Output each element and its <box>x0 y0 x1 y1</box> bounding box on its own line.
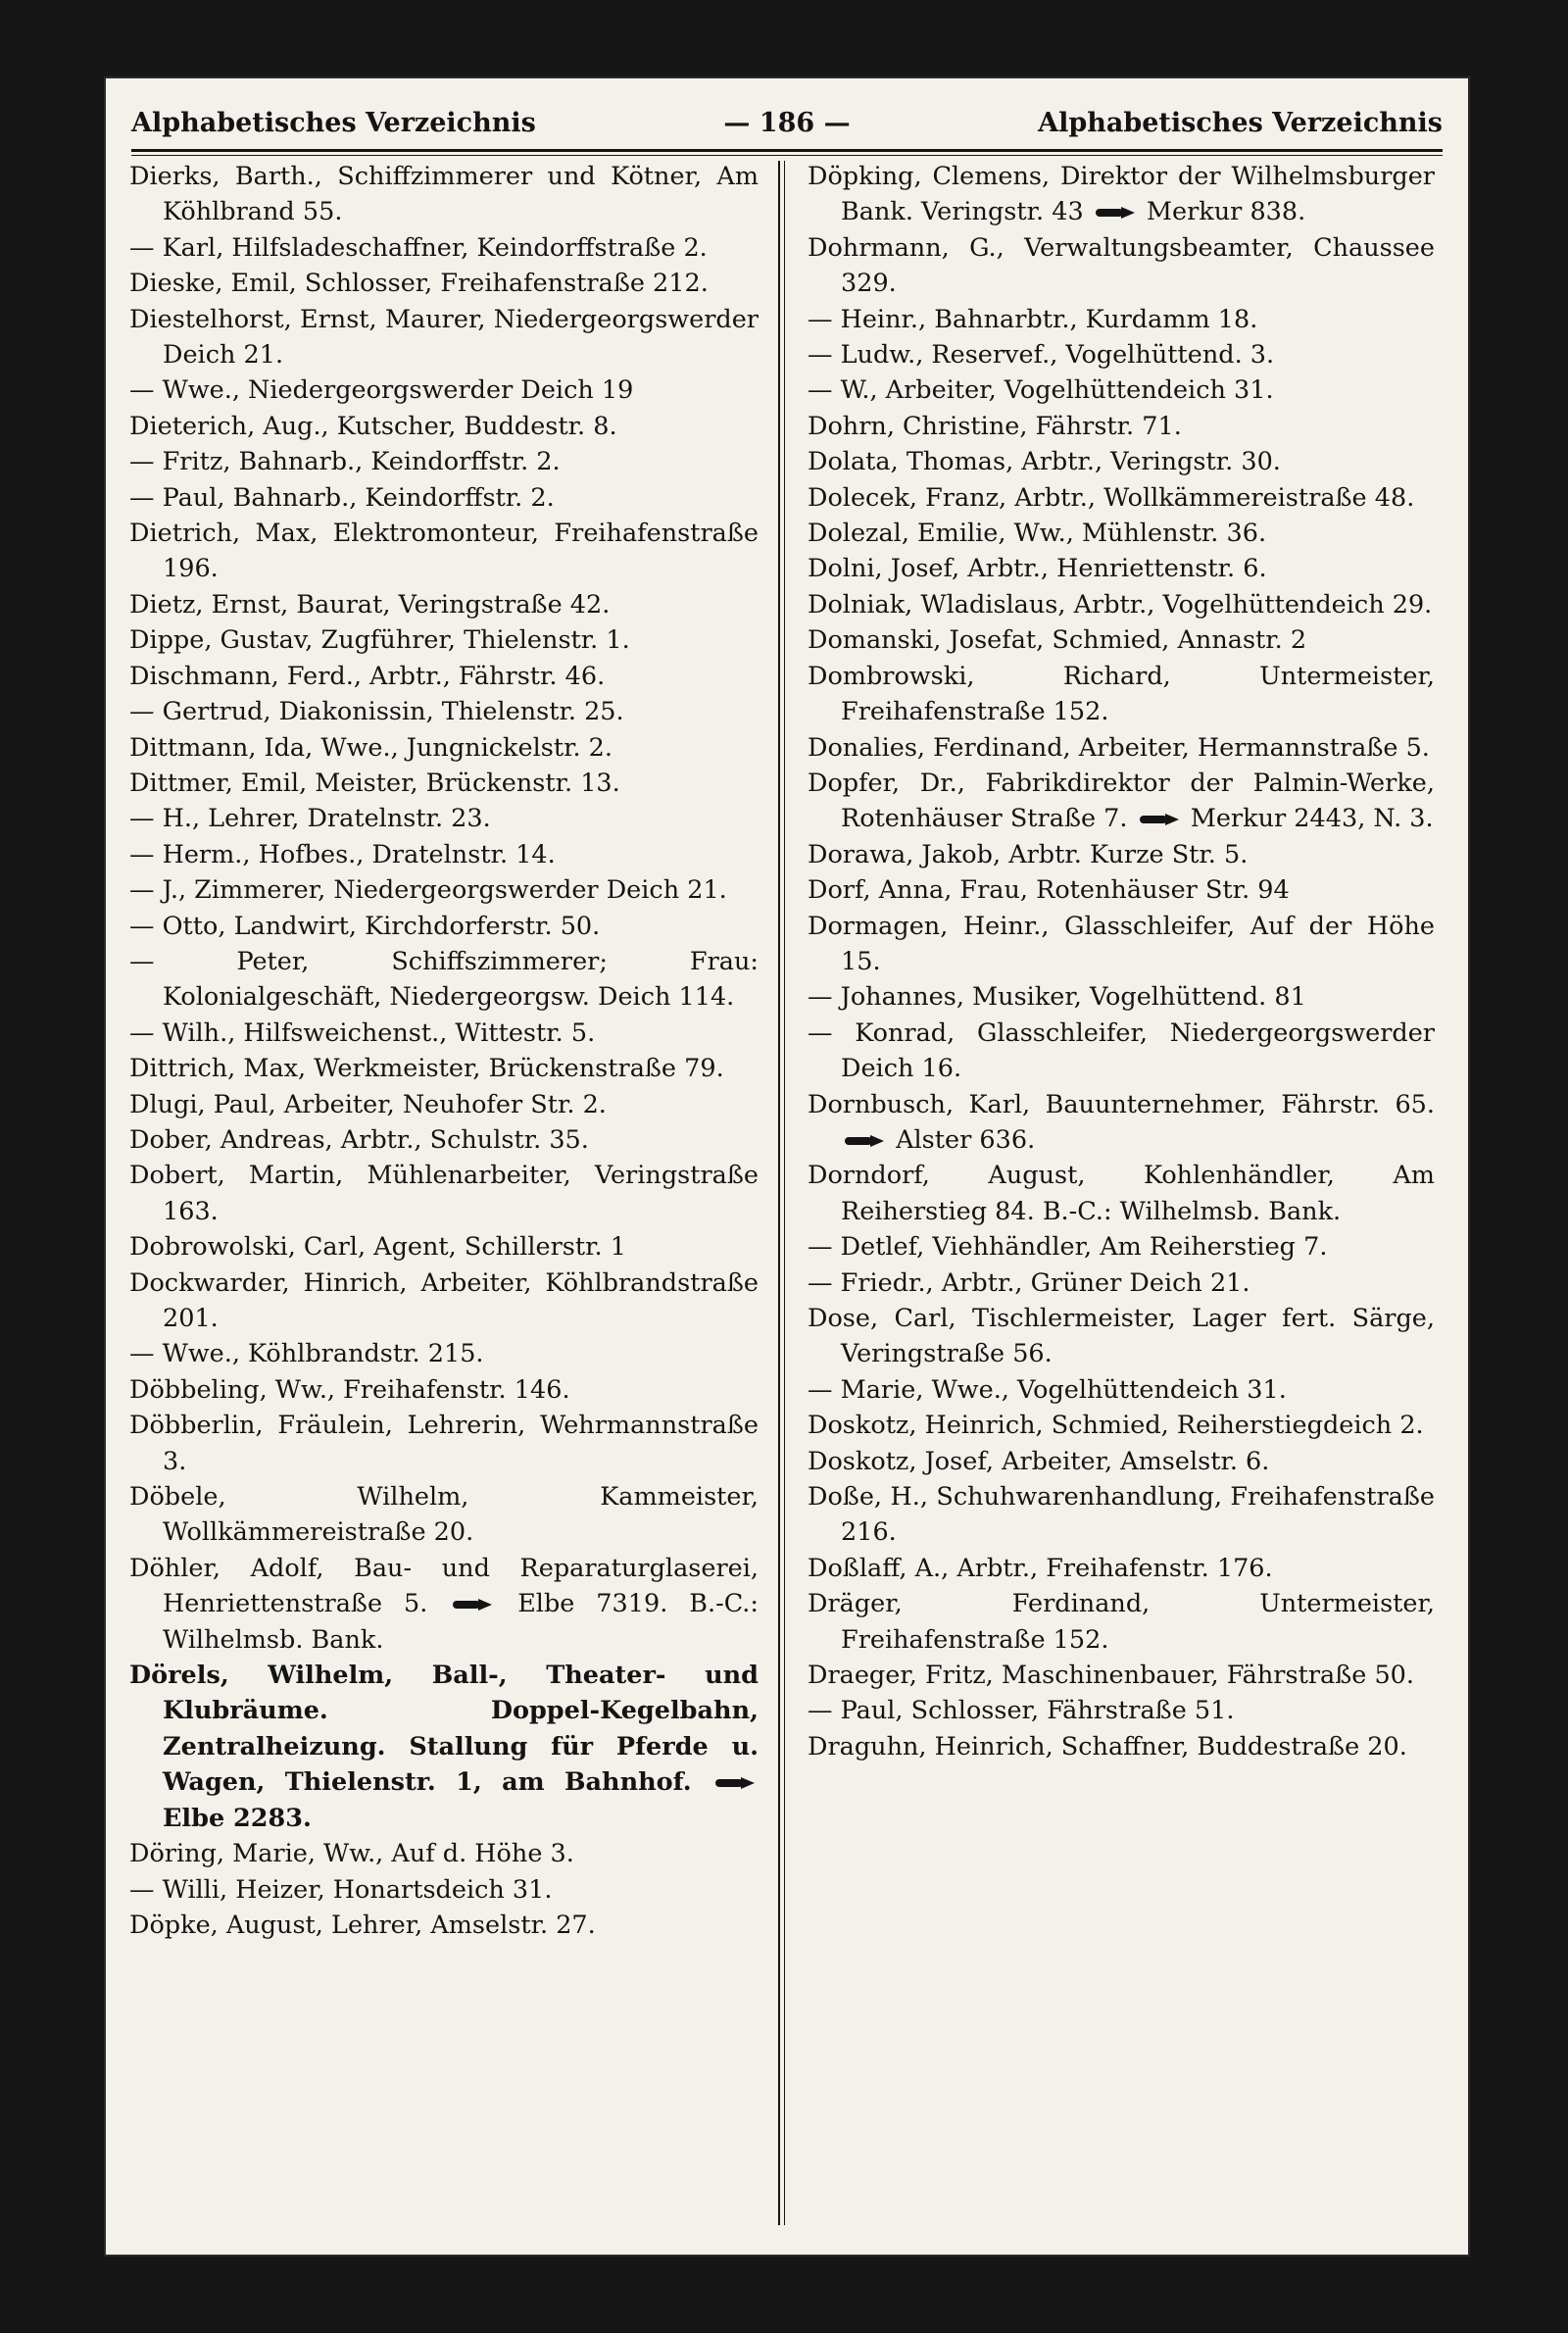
entry-text: Dolecek, Franz, Arbtr., Wollkämmereistraße 48. <box>808 482 1415 513</box>
column-divider <box>778 161 780 2225</box>
directory-entry <box>808 622 1435 658</box>
directory-entry <box>808 979 1435 1015</box>
entry-text: Dormagen, Heinr., Glasschleifer, Auf der Höhe 15. <box>808 911 1435 976</box>
directory-entry <box>129 516 759 587</box>
directory-entry <box>129 1336 759 1371</box>
entry-text: — Paul, Schlosser, Fährstraße 51. <box>808 1696 1235 1726</box>
directory-entry <box>808 1229 1435 1265</box>
entry-text: Dieterich, Aug., Kutscher, Buddestr. 8. <box>129 411 617 441</box>
directory-entry <box>129 837 759 872</box>
entry-text: Döpke, August, Lehrer, Amselstr. 27. <box>129 1910 596 1940</box>
directory-entry <box>129 659 759 694</box>
entry-text: Dierks, Barth., Schiffzimmerer und Kötner, Am Köhlbrand 55. <box>129 162 759 227</box>
entry-text: Dolata, Thomas, Arbtr., Veringstr. 30. <box>808 447 1281 477</box>
directory-entry <box>808 1266 1435 1301</box>
entry-text: Doskotz, Josef, Arbeiter, Amselstr. 6. <box>808 1446 1270 1476</box>
directory-entry <box>808 159 1435 230</box>
entry-text: Dolni, Josef, Arbtr., Henriettenstr. 6. <box>808 554 1267 584</box>
directory-entry <box>129 694 759 729</box>
directory-entry <box>129 372 759 408</box>
entry-text: Döpking, Clemens, Direktor der Wilhelmsburger Bank. Veringstr. 43 <box>808 162 1435 227</box>
entry-text: — Wwe., Niedergeorgswerder Deich 19 <box>129 375 634 406</box>
directory-entry <box>129 1158 759 1229</box>
directory-entry <box>129 801 759 836</box>
directory-entry <box>808 480 1435 516</box>
right-column <box>808 159 1435 1764</box>
entry-text: — Karl, Hilfsladeschaffner, Keindorffstraße 2. <box>129 232 708 263</box>
entry-text: Diestelhorst, Ernst, Maurer, Niedergeorgswerder Deich 21. <box>129 304 759 371</box>
entry-text: Draguhn, Heinrich, Schaffner, Buddestraße 20. <box>808 1731 1407 1762</box>
directory-entry <box>808 1551 1435 1586</box>
entry-text: — Wwe., Köhlbrandstr. 215. <box>129 1339 484 1369</box>
directory-entry <box>129 444 759 479</box>
entry-text: Döring, Marie, Ww., Auf d. Höhe 3. <box>129 1839 574 1869</box>
directory-entry <box>808 1016 1435 1087</box>
entry-text: Draeger, Fritz, Maschinenbauer, Fährstraße 50. <box>808 1661 1414 1691</box>
directory-entry <box>808 730 1435 766</box>
entry-text: Dolezal, Emilie, Ww., Mühlenstr. 36. <box>808 519 1267 549</box>
entry-text: — H., Lehrer, Dratelnstr. 23. <box>129 804 491 834</box>
entry-phone-number: Alster 636. <box>896 1124 1036 1155</box>
entry-text: Dieske, Emil, Schlosser, Freihafenstraße 212. <box>129 269 709 299</box>
directory-entry <box>129 1372 759 1408</box>
directory-entry <box>129 302 759 373</box>
entry-text: Dörels, Wilhelm, Ball-, Theater- und Klubräume. Doppel-Kegelbahn, Zentralheizung. Stallung für Pferde u. Wagen, Thielenstr. 1, am Bahnhof. <box>129 1661 759 1798</box>
entry-text: Dohrmann, G., Verwaltungsbeamter, Chaussee 329. <box>808 232 1435 299</box>
entry-text: — J., Zimmerer, Niedergeorgswerder Deich 21. <box>129 875 727 906</box>
entry-text: — Otto, Landwirt, Kirchdorferstr. 50. <box>129 911 601 941</box>
entry-text: Dohrn, Christine, Fährstr. 71. <box>808 411 1182 441</box>
entry-text: Doßlaff, A., Arbtr., Freihafenstr. 176. <box>808 1553 1273 1583</box>
entry-text: Döbbeling, Ww., Freihafenstr. 146. <box>129 1374 570 1405</box>
entry-text: Dombrowski, Richard, Untermeister, Freihafenstraße 152. <box>808 661 1435 727</box>
entry-text: Dober, Andreas, Arbtr., Schulstr. 35. <box>129 1124 589 1155</box>
running-title-left: Alphabetisches Verzeichnis <box>131 108 536 138</box>
directory-entry <box>808 837 1435 872</box>
entry-text: — W., Arbeiter, Vogelhüttendeich 31. <box>808 375 1274 406</box>
entry-text: — Willi, Heizer, Honartsdeich 31. <box>129 1874 553 1905</box>
phone-icon <box>1140 814 1179 825</box>
directory-entry <box>808 1087 1435 1159</box>
entry-text: Dietrich, Max, Elektromonteur, Freihafenstraße 196. <box>129 519 759 584</box>
directory-entry <box>808 1729 1435 1764</box>
directory-entry <box>808 909 1435 980</box>
running-title-right: Alphabetisches Verzeichnis <box>1038 108 1443 138</box>
entry-phone-number: Elbe 7319. B.-C.: Wilhelmsb. Bank. <box>163 1589 759 1655</box>
directory-entry <box>808 659 1435 730</box>
directory-entry <box>129 1908 759 1943</box>
entry-text: — Johannes, Musiker, Vogelhüttend. 81 <box>808 982 1306 1013</box>
directory-entry <box>808 1408 1435 1443</box>
entry-text: Donalies, Ferdinand, Arbeiter, Hermannstraße 5. <box>808 732 1430 763</box>
directory-entry <box>808 230 1435 302</box>
directory-entry <box>808 1693 1435 1728</box>
entry-text: Dockwarder, Hinrich, Arbeiter, Köhlbrandstraße 201. <box>129 1267 759 1333</box>
directory-entry <box>129 409 759 444</box>
entry-text: Dittmann, Ida, Wwe., Jungnickelstr. 2. <box>129 732 613 763</box>
entry-text: Dorf, Anna, Frau, Rotenhäuser Str. 94 <box>808 875 1290 906</box>
entry-text: — Heinr., Bahnarbtr., Kurdamm 18. <box>808 304 1258 334</box>
entry-text: Döhler, Adolf, Bau- und Reparaturglaserei, Henriettenstraße 5. <box>129 1553 759 1619</box>
entry-text: Döbele, Wilhelm, Kammeister, Wollkämmereistraße 20. <box>129 1482 759 1548</box>
directory-entry <box>808 1444 1435 1479</box>
entry-text: — Marie, Wwe., Vogelhüttendeich 31. <box>808 1374 1287 1405</box>
directory-entry <box>129 872 759 908</box>
entry-text: Dittrich, Max, Werkmeister, Brückenstraße 79. <box>129 1054 724 1084</box>
directory-entry <box>808 766 1435 837</box>
entry-text: Dorawa, Jakob, Arbtr. Kurze Str. 5. <box>808 839 1249 869</box>
entry-text: — Friedr., Arbtr., Grüner Deich 21. <box>808 1267 1250 1298</box>
entry-text: Dolniak, Wladislaus, Arbtr., Vogelhüttendeich 29. <box>808 589 1433 620</box>
entry-text: Dose, Carl, Tischlermeister, Lager fert. Särge, Veringstraße 56. <box>808 1304 1435 1369</box>
directory-entry <box>808 1479 1435 1551</box>
directory-entry <box>129 766 759 801</box>
directory-entry <box>808 409 1435 444</box>
entry-text: Dischmann, Ferd., Arbtr., Fährstr. 46. <box>129 661 606 691</box>
directory-entry <box>129 1016 759 1051</box>
entry-text: Dietz, Ernst, Baurat, Veringstraße 42. <box>129 589 611 620</box>
page-header <box>131 104 1443 143</box>
entry-text: — Peter, Schiffszimmerer; Frau: Kolonialgeschäft, Niedergeorgsw. Deich 114. <box>129 946 759 1013</box>
header-rule <box>131 149 1443 152</box>
entry-text: Dopfer, Dr., Fabrikdirektor der Palmin-Werke, Rotenhäuser Straße 7. <box>808 768 1435 834</box>
entry-text: Dorndorf, August, Kohlenhändler, Am Reiherstieg 84. B.-C.: Wilhelmsb. Bank. <box>808 1161 1435 1226</box>
directory-entry <box>129 1266 759 1337</box>
directory-entry <box>129 1872 759 1908</box>
directory-entry <box>808 372 1435 408</box>
entry-text: — Herm., Hofbes., Dratelnstr. 14. <box>129 839 556 869</box>
entry-phone-number: Merkur 2443, N. 3. <box>1190 804 1434 834</box>
header-rule-thin <box>131 155 1443 156</box>
phone-icon <box>845 1135 884 1147</box>
entry-text: Dräger, Ferdinand, Untermeister, Freihafenstraße 152. <box>808 1589 1435 1655</box>
entry-phone-number: Elbe 2283. <box>163 1803 312 1833</box>
directory-entry <box>129 159 759 230</box>
entry-text: — Ludw., Reservef., Vogelhüttend. 3. <box>808 340 1275 371</box>
entry-text: Dobert, Martin, Mühlenarbeiter, Veringstraße 163. <box>129 1161 759 1226</box>
entry-text: — Paul, Bahnarb., Keindorffstr. 2. <box>129 482 555 513</box>
entry-text: Döbberlin, Fräulein, Lehrerin, Wehrmannstraße 3. <box>129 1411 759 1476</box>
directory-entry <box>129 1051 759 1086</box>
entry-text: — Detlef, Viehhändler, Am Reiherstieg 7. <box>808 1232 1328 1263</box>
directory-entry <box>808 337 1435 372</box>
directory-entry <box>808 444 1435 479</box>
directory-entry <box>808 1586 1435 1658</box>
phone-icon <box>1096 207 1135 219</box>
directory-entry <box>808 302 1435 337</box>
directory-entry <box>129 1551 759 1658</box>
entry-phone-number: Merkur 838. <box>1146 197 1306 227</box>
entry-text: Dornbusch, Karl, Bauunternehmer, Fährstr. 65. <box>808 1089 1435 1119</box>
directory-entry <box>129 1408 759 1479</box>
entry-text: Dobrowolski, Carl, Agent, Schillerstr. 1 <box>129 1232 626 1263</box>
phone-icon <box>453 1599 492 1611</box>
entry-text: Doskotz, Heinrich, Schmied, Reiherstiegdeich 2. <box>808 1411 1424 1441</box>
entry-text: Doße, H., Schuhwarenhandlung, Freihafenstraße 216. <box>808 1482 1435 1548</box>
entry-text: — Wilh., Hilfsweichenst., Wittestr. 5. <box>129 1018 596 1048</box>
directory-entry <box>129 1122 759 1158</box>
directory-entry <box>808 1372 1435 1408</box>
directory-entry <box>129 230 759 266</box>
left-column <box>129 159 759 1943</box>
entry-text: Dippe, Gustav, Zugführer, Thielenstr. 1. <box>129 625 630 656</box>
entry-text: — Fritz, Bahnarb., Keindorffstr. 2. <box>129 447 561 477</box>
directory-entry <box>129 1087 759 1122</box>
directory-entry <box>129 944 759 1016</box>
directory-entry <box>129 909 759 944</box>
entry-text: — Gertrud, Diakonissin, Thielenstr. 25. <box>129 697 624 727</box>
directory-entry <box>808 587 1435 622</box>
directory-page <box>106 78 1468 2255</box>
column-divider-thin <box>784 161 785 2225</box>
entry-text: Dlugi, Paul, Arbeiter, Neuhofer Str. 2. <box>129 1089 607 1119</box>
directory-entry <box>129 622 759 658</box>
entry-text: Domanski, Josefat, Schmied, Annastr. 2 <box>808 625 1307 656</box>
entry-text: Dittmer, Emil, Meister, Brückenstr. 13. <box>129 768 620 798</box>
directory-entry <box>129 730 759 766</box>
directory-entry <box>129 266 759 301</box>
directory-entry <box>129 1658 759 1836</box>
directory-entry <box>129 480 759 516</box>
directory-entry <box>808 1301 1435 1372</box>
directory-entry <box>808 872 1435 908</box>
directory-entry <box>808 1658 1435 1693</box>
directory-entry <box>129 1229 759 1265</box>
page-number: — 186 — <box>723 108 851 138</box>
directory-entry <box>808 1158 1435 1229</box>
directory-entry <box>808 551 1435 586</box>
directory-entry <box>808 516 1435 551</box>
entry-text: — Konrad, Glasschleifer, Niedergeorgswerder Deich 16. <box>808 1018 1435 1084</box>
directory-entry <box>129 1836 759 1871</box>
directory-entry <box>129 587 759 622</box>
directory-entry <box>129 1479 759 1551</box>
phone-icon <box>715 1777 755 1789</box>
